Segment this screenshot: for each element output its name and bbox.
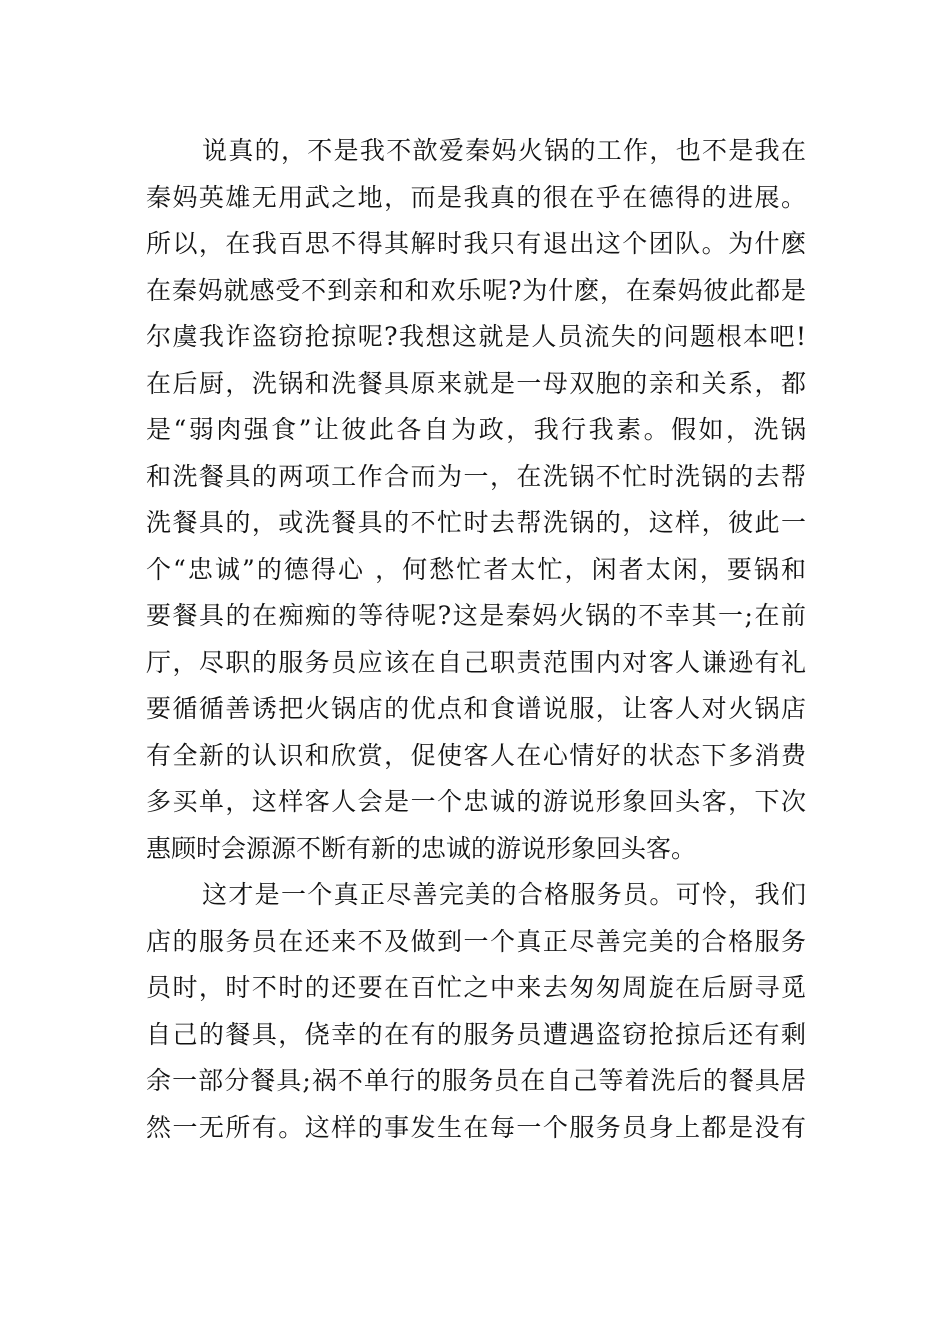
text-line: 秦妈英雄无用武之地，而是我真的很在乎在德得的进展。 (146, 182, 806, 212)
text-line: 多买单，这样客人会是一个忠诚的游说形象回头客，下次 (146, 787, 806, 816)
text-line: 自己的餐具，侥幸的在有的服务员遭遇盗窃抢掠后还有剩 (146, 1019, 806, 1049)
text-line: 洗餐具的，或洗餐具的不忙时去帮洗锅的，这样，彼此一 (146, 508, 806, 537)
text-line: 和洗餐具的两项工作合而为一，在洗锅不忙时洗锅的去帮 (146, 461, 806, 491)
text-line: 要循循善诱把火锅店的优点和食谱说服，让客人对火锅店 (146, 694, 806, 723)
paragraph-2 (146, 872, 806, 1151)
text-line: 要餐具的在痴痴的等待呢?这是秦妈火锅的不幸其一;在前 (146, 601, 806, 630)
text-line: 在秦妈就感受不到亲和和欢乐呢?为什麽，在秦妈彼此都是 (146, 275, 806, 305)
text-line: 说真的，不是我不歆爱秦妈火锅的工作，也不是我在 (202, 136, 806, 165)
text-line: 尔虞我诈盗窃抢掠呢?我想这就是人员流失的问题根本吧! (146, 322, 806, 351)
text-line: 然一无所有。这样的事发生在每一个服务员身上都是没有 (146, 1112, 806, 1142)
body-text (146, 128, 806, 1151)
text-line: 厅，尽职的服务员应该在自己职责范围内对客人谦逊有礼 (146, 647, 806, 677)
text-line: 是“弱肉强食”让彼此各自为政，我行我素。假如，洗锅 (146, 415, 806, 444)
text-line: 店的服务员在还来不及做到一个真正尽善完美的合格服务 (146, 926, 806, 956)
text-line: 员时，时不时的还要在百忙之中来去匆匆周旋在后厨寻觅 (146, 973, 806, 1002)
text-line: 在后厨，洗锅和洗餐具原来就是一母双胞的亲和关系，都 (146, 368, 806, 398)
text-line: 惠顾时会源源不断有新的忠诚的游说形象回头客。 (146, 833, 697, 863)
text-line: 余一部分餐具;祸不单行的服务员在自己等着洗后的餐具居 (146, 1066, 806, 1095)
text-line: 这才是一个真正尽善完美的合格服务员。可怜，我们 (202, 880, 806, 909)
text-line: 所以，在我百思不得其解时我只有退出这个团队。为什麽 (146, 229, 806, 258)
paragraph-1 (146, 128, 806, 872)
text-line: 个“忠诚”的德得心 ，何愁忙者太忙，闲者太闲，要锅和 (146, 554, 806, 584)
text-line: 有全新的认识和欣赏，促使客人在心情好的状态下多消费 (146, 740, 806, 770)
